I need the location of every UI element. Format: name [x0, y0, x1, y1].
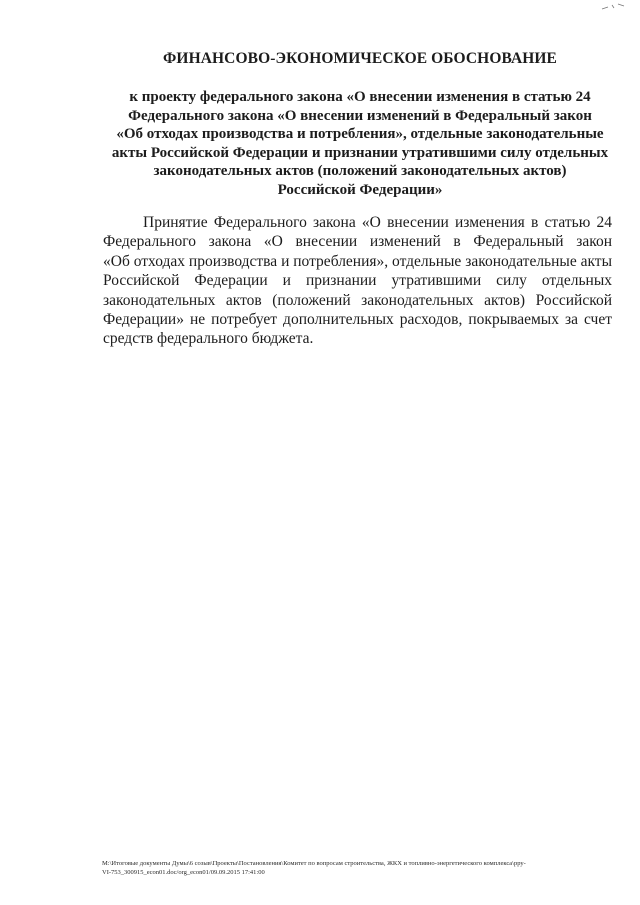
subtitle-line: законодательных актов (положений законодательных актов) — [153, 163, 567, 180]
file-path-footer — [102, 859, 617, 877]
body-line: Федерации» не потребует дополнительных расходов, покрываемых за счет — [103, 311, 612, 329]
scan-artifact-mark — [600, 2, 626, 12]
subtitle-line: «Об отходах производства и потребления», отдельные законодательные — [116, 126, 604, 143]
document-subtitle — [98, 88, 622, 200]
body-line: средств федерального бюджета. — [103, 330, 314, 348]
footer-path-line: М:\Итоговые документы Думы\6 созыв\Проекты\Постановления\Комитет по вопросам строительства, ЖКХ и топливно-энергетического комплекса\рру- — [102, 860, 526, 867]
subtitle-line: к проекту федерального закона «О внесении изменения в статью 24 — [129, 89, 591, 105]
subtitle-line: Федерального закона «О внесении изменений в Федеральный закон — [128, 107, 592, 124]
body-line: Принятие Федерального закона «О внесении изменения в статью 24 — [143, 214, 612, 231]
subtitle-line: Российской Федерации» — [277, 181, 443, 198]
body-paragraph — [103, 213, 612, 349]
body-line: «Об отходах производства и потребления», отдельные законодательные акты — [103, 252, 612, 270]
body-line: Российской Федерации и признании утратившими силу отдельных — [103, 272, 612, 290]
subtitle-line: акты Российской Федерации и признании утратившими силу отдельных — [111, 144, 609, 161]
footer-path-line: VI-753_300915_econ01.doc/org_econ01/09.09.2015 17:41:00 — [102, 869, 265, 876]
document-title: ФИНАНСОВО-ЭКОНОМИЧЕСКОЕ ОБОСНОВАНИЕ — [163, 50, 557, 67]
body-line: законодательных актов (положений законодательных актов) Российской — [103, 291, 612, 309]
body-line: Федерального закона «О внесении изменений в Федеральный закон — [103, 233, 612, 251]
